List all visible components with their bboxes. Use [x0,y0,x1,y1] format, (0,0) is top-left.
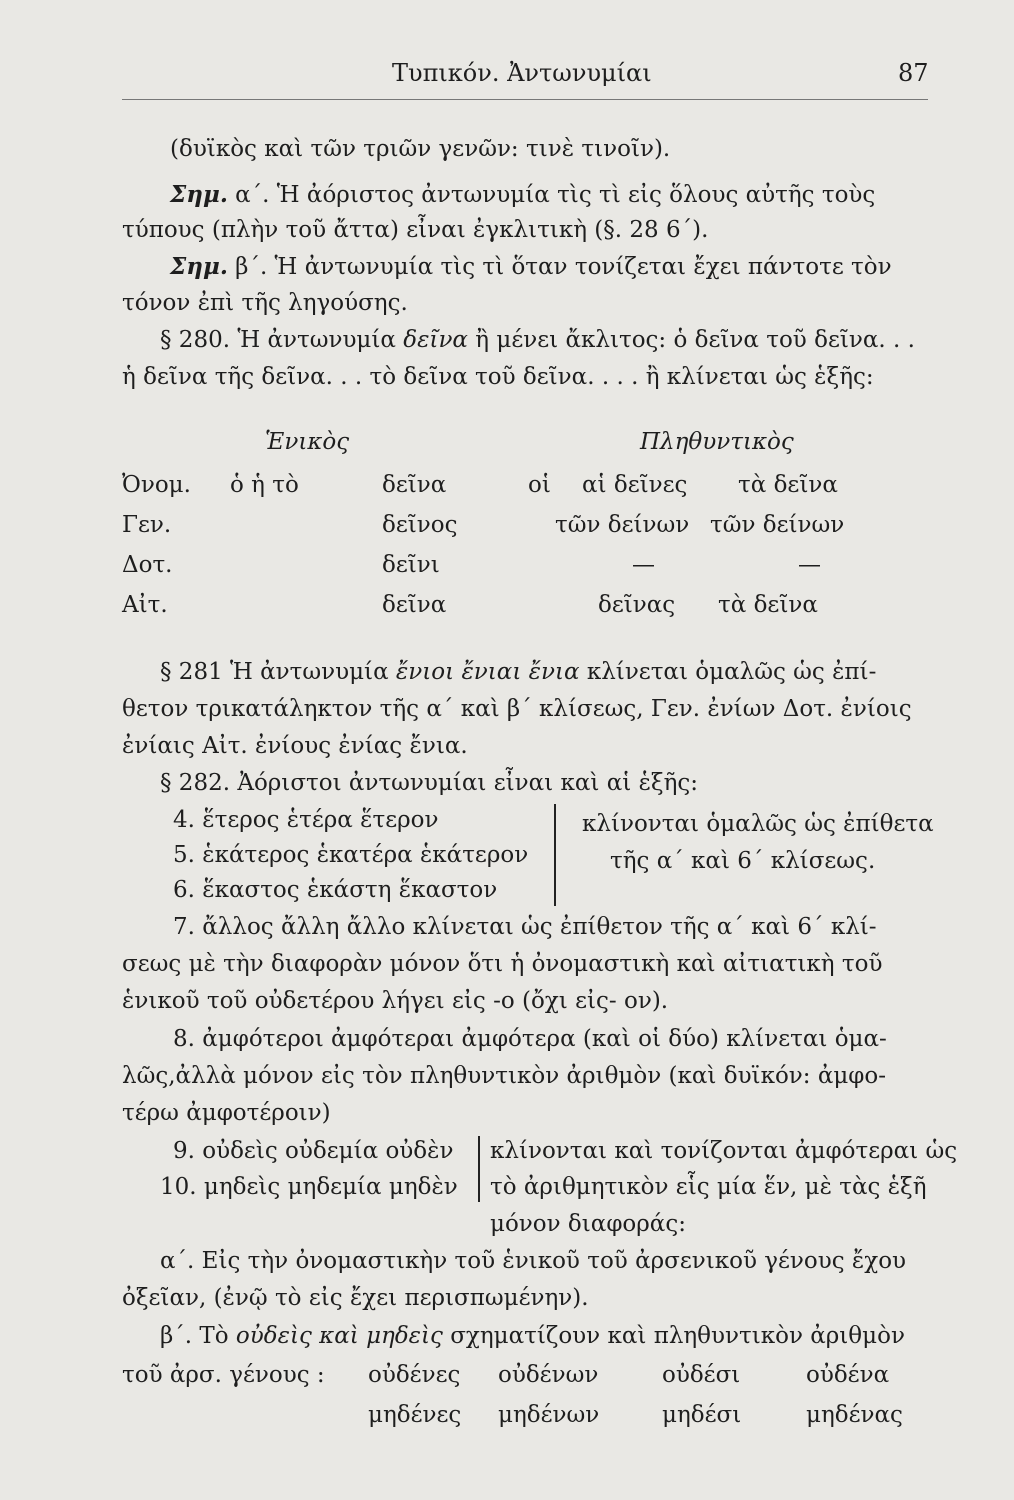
plural-form: τῶν δείνων [555,512,690,538]
plural-form: τὰ δεῖνα [718,592,818,618]
emphasized-words: οὐδεὶς καὶ μηδεὶς [235,1323,443,1349]
text-line: (δυϊκὸς καὶ τῶν τριῶν γενῶν: τινὲ τινοῖν). [170,136,671,162]
brace-note: μόνον διαφοράς: [490,1211,686,1237]
text-line: ἐνίαις Αἰτ. ἐνίους ἐνίας ἔνια. [122,733,468,759]
text-line: τύπους (πλὴν τοῦ ἄττα) εἶναι ἐγκλιτικὴ (§. 28 6΄). [122,217,709,243]
list-item: 6. ἕκαστος ἑκάστη ἕκαστον [173,877,498,903]
case-label: Δοτ. [122,552,173,578]
plural-form: αἱ δεῖνες [582,472,688,498]
emphasized-words: ἔνιοι ἔνιαι ἔνια [395,659,580,685]
text-line: τόνον ἐπὶ τῆς ληγούσης. [122,290,408,316]
section-281 [160,657,876,687]
form: οὐδένες [368,1362,461,1388]
section-280 [160,325,915,355]
page-number: 87 [898,59,929,87]
plural-form: τὰ δεῖνα [738,472,838,498]
text-span: σχηματίζουν καὶ πληθυντικὸν ἀριθμὸν [450,1323,905,1349]
text-span: β΄. Τὸ [160,1323,229,1349]
text-line: α΄. Εἰς τὴν ὀνομαστικὴν τοῦ ἑνικοῦ τοῦ ἀρσενικοῦ γένους ἔχου [160,1248,907,1274]
text-line-b [160,1321,905,1351]
text-line: τοῦ ἀρσ. γένους : [122,1362,325,1388]
note-label: Σημ. [170,181,228,208]
singular-form: δεῖνα [382,592,447,618]
text-line: τέρω ἀμφοτέροιν) [122,1100,331,1126]
form: μηδένες [368,1402,462,1428]
plural-form: — [632,552,655,578]
brace-note: τὸ ἀριθμητικὸν εἷς μία ἕν, μὲ τὰς ἑξῆ [490,1174,927,1200]
text-line: λῶς,ἀλλὰ μόνον εἰς τὸν πληθυντικὸν ἀριθμὸν (καὶ δυϊκόν: ἀμφο- [122,1063,887,1089]
emphasized-word: δεῖνα [403,327,468,353]
note-a [170,180,875,210]
singular-form: δεῖνα [382,472,447,498]
brace [468,1136,480,1202]
text-line: ἑνικοῦ τοῦ οὐδετέρου λήγει εἰς -ο (ὄχι εἰς- ον). [122,988,669,1014]
brace-note: κλίνονται ὁμαλῶς ὡς ἐπίθετα [582,811,934,837]
text-line: ὀξεῖαν, (ἐνῷ τὸ εἰς ἔχει περισπωμένην). [122,1285,589,1311]
form: οὐδένα [806,1362,890,1388]
singular-header: Ἑνικὸς [265,429,350,455]
section-282-heading: § 282. Ἀόριστοι ἀντωνυμίαι εἶναι καὶ αἱ ἑξῆς: [160,770,699,796]
text-line: 7. ἄλλος ἄλλη ἄλλο κλίνεται ὡς ἐπίθετον τῆς α΄ καὶ 6΄ κλί- [173,914,877,940]
text-line: θετον τρικατάληκτον τῆς α΄ καὶ β΄ κλίσεως, Γεν. ἐνίων Δοτ. ἐνίοις [122,696,912,722]
text-span: § 281 Ἡ ἀντωνυμία [160,659,389,685]
case-label: Αἰτ. [122,592,168,618]
case-label: Γεν. [122,512,172,538]
text-span: § 280. Ἡ ἀντωνυμία [160,327,396,353]
singular-form: δεῖνος [382,512,458,538]
form: μηδένας [806,1402,903,1428]
list-item: 5. ἑκάτερος ἑκατέρα ἑκάτερον [173,842,529,868]
list-item: 10. μηδεὶς μηδεμία μηδὲν [160,1174,458,1200]
brace-note: τῆς α΄ καὶ 6΄ κλίσεως. [610,848,876,874]
note-text: β΄. Ἡ ἀντωνυμία τὶς τὶ ὅταν τονίζεται ἔχει πάντοτε τὸν [235,254,892,280]
plural-form: — [798,552,821,578]
text-line: σεως μὲ τὴν διαφορὰν μόνον ὅτι ἡ ὀνομαστικὴ καὶ αἰτιατικὴ τοῦ [122,951,883,977]
form: οὐδέσι [662,1362,741,1388]
note-label: Σημ. [170,253,228,280]
case-label: Ὀνομ. [122,472,191,498]
brace-note: κλίνονται καὶ τονίζονται ἀμφότεραι ὡς [490,1138,958,1164]
form: μηδέσι [662,1402,742,1428]
form: οὐδένων [498,1362,599,1388]
text-span: ἢ μένει ἄκλιτος: ὁ δεῖνα τοῦ δεῖνα. . . [475,327,915,353]
form: μηδένων [498,1402,600,1428]
list-item: 4. ἕτερος ἑτέρα ἕτερον [173,807,439,833]
text-line: ἡ δεῖνα τῆς δεῖνα. . . τὸ δεῖνα τοῦ δεῖνα. . . . ἢ κλίνεται ὡς ἑξῆς: [122,364,874,390]
plural-header: Πληθυντικὸς [640,429,794,455]
singular-form: δεῖνι [382,552,440,578]
text-span: κλίνεται ὁμαλῶς ὡς ἐπί- [586,659,877,685]
plural-article: οἱ [528,472,551,498]
note-b [170,252,892,282]
list-item: 9. οὐδεὶς οὐδεμία οὐδὲν [173,1138,454,1164]
running-title: Τυπικόν. Ἀντωνυμίαι [392,59,652,87]
text-line: 8. ἀμφότεροι ἀμφότεραι ἀμφότερα (καὶ οἱ δύο) κλίνεται ὁμα- [173,1026,887,1052]
note-text: α΄. Ἡ ἀόριστος ἀντωνυμία τὶς τὶ εἰς ὅλους αὐτῆς τοὺς [235,182,876,208]
plural-form: τῶν δείνων [710,512,845,538]
brace [544,804,556,906]
plural-form: δεῖνας [598,592,676,618]
articles: ὁ ἡ τὸ [230,472,299,498]
header-rule [122,99,928,100]
